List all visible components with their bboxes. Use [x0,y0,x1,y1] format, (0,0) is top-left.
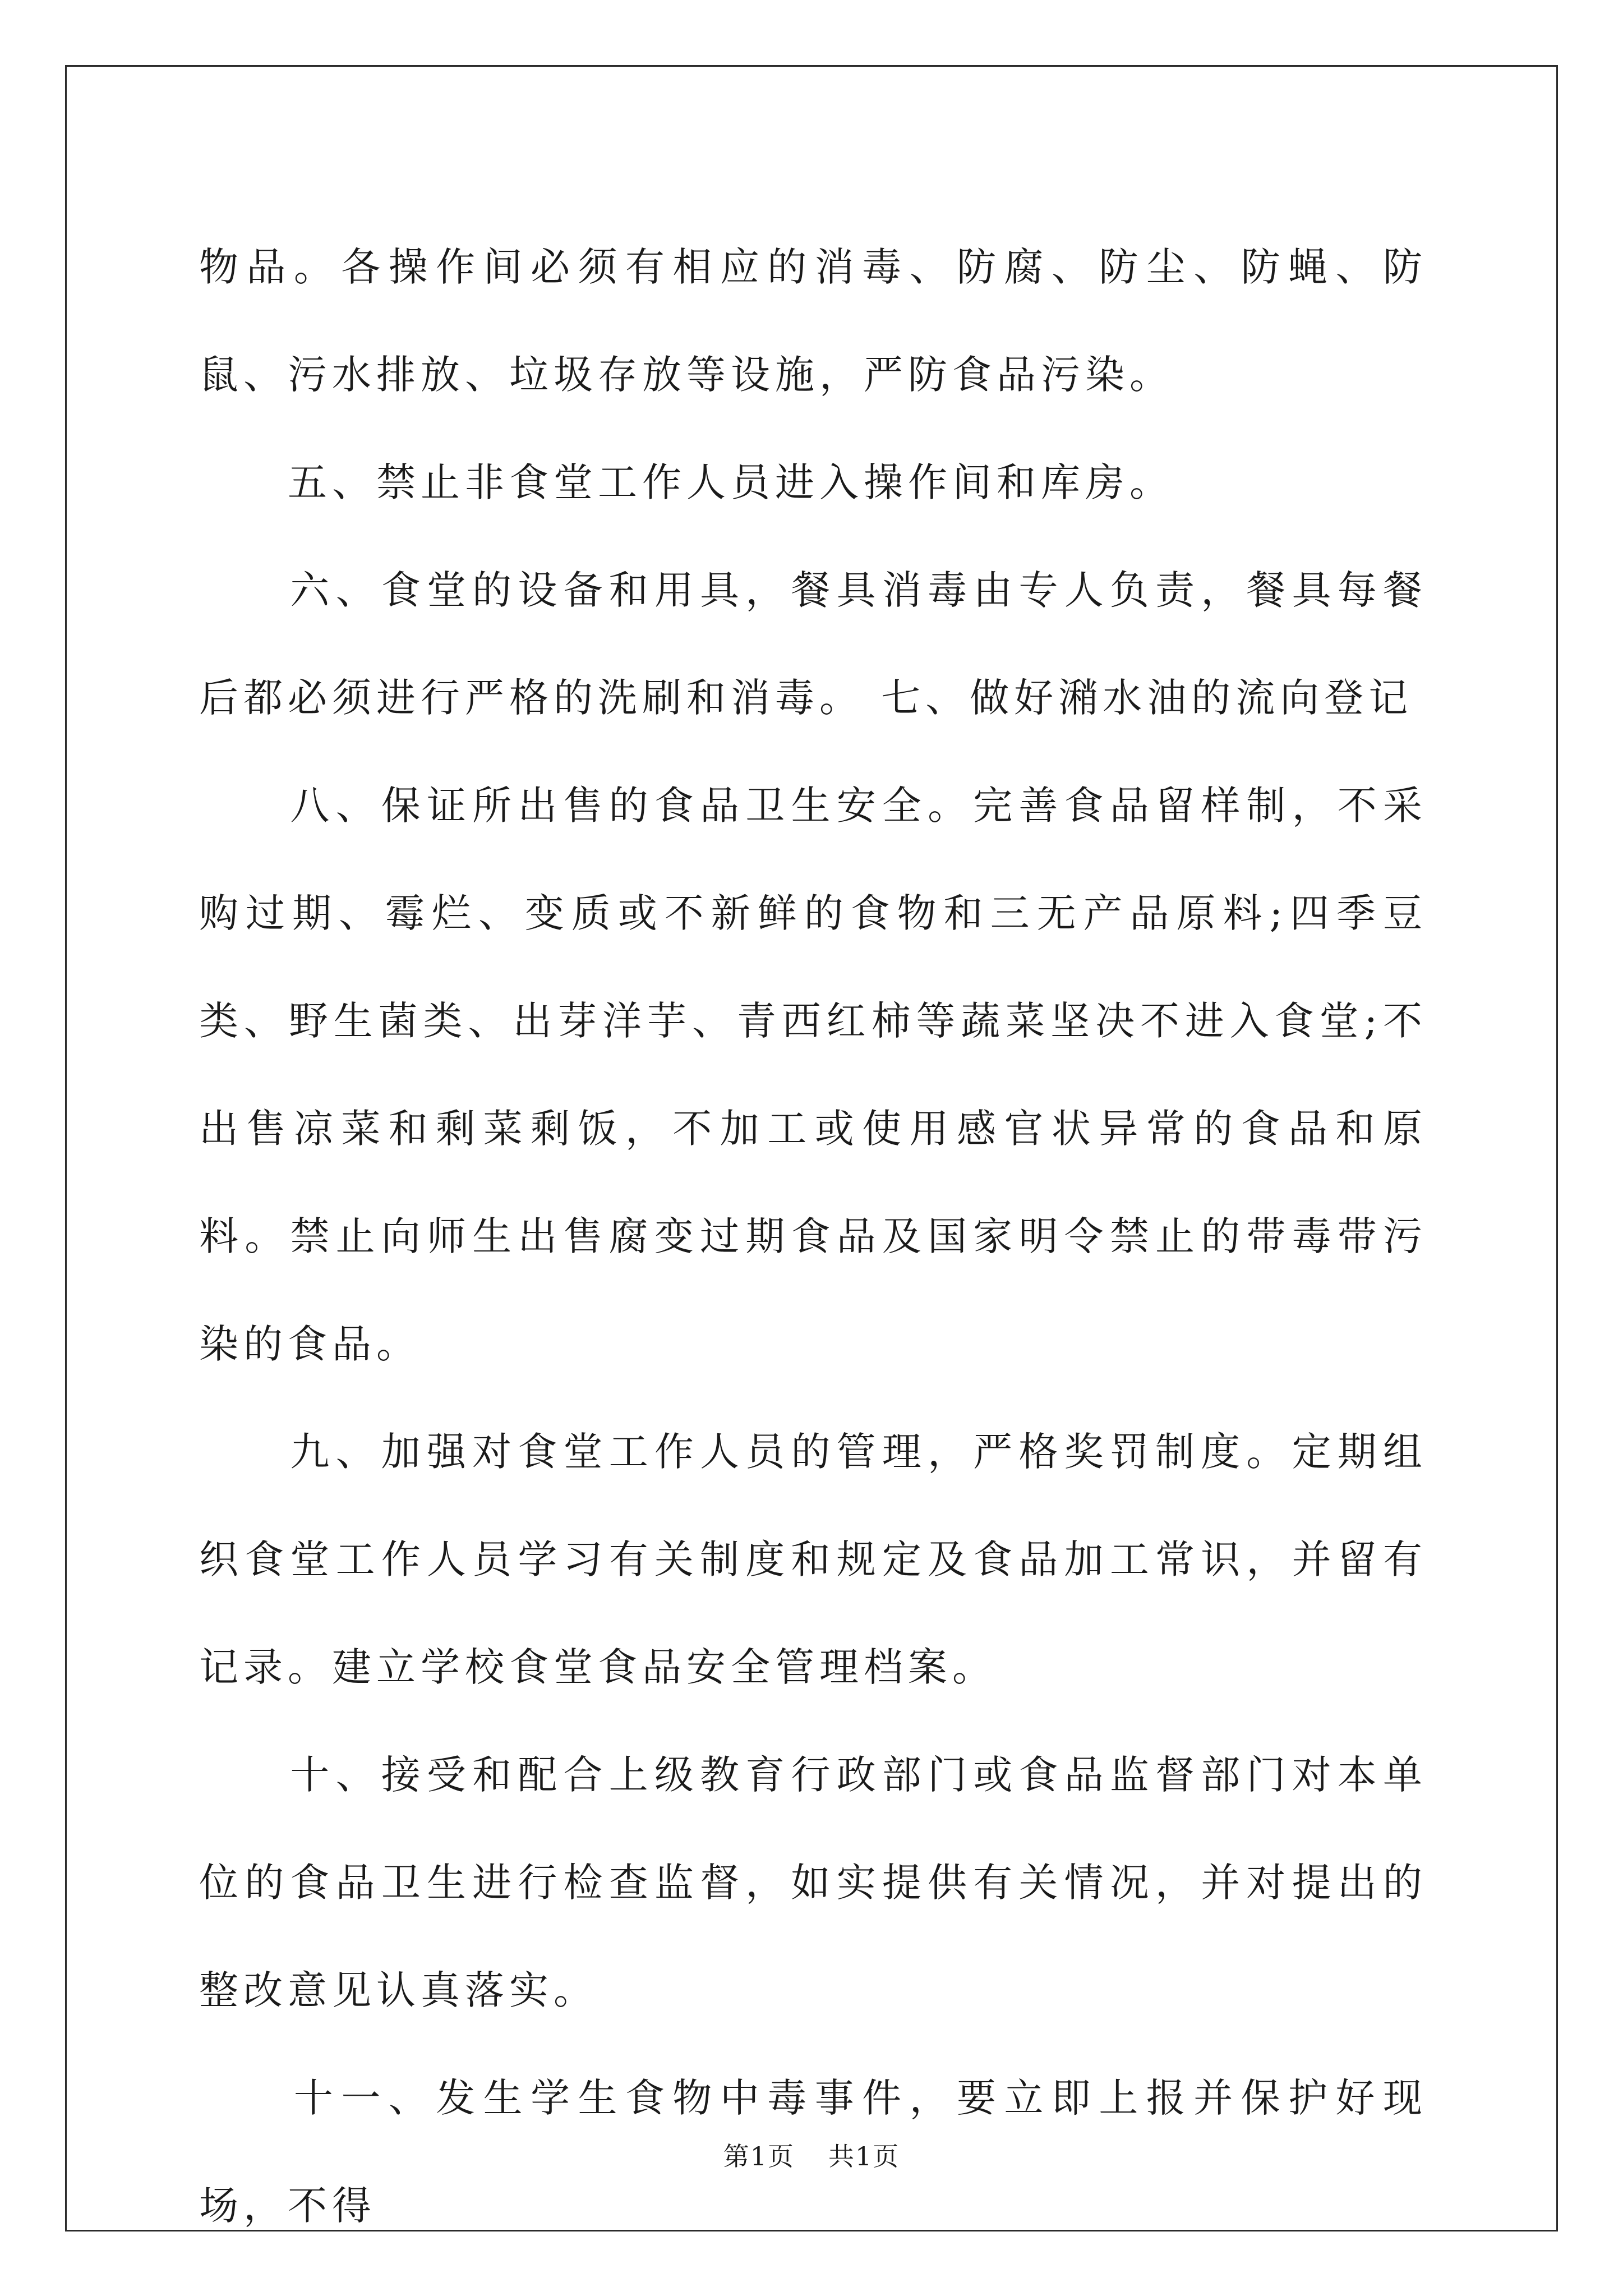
paragraph-5: 九、加强对食堂工作人员的管理，严格奖罚制度。定期组织食堂工作人员学习有关制度和规定及食品加工常识，并留有记录。建立学校食堂食品安全管理档案。 [199,1429,1427,1690]
paragraph-1: 物品。各操作间必须有相应的消毒、防腐、防尘、防蝇、防鼠、污水排放、垃圾存放等设施，严防食品污染。 [199,244,1427,398]
paragraph-2: 五、禁止非食堂工作人员进入操作间和库房。 [199,459,1174,505]
page-number: 第1页 [723,2141,795,2171]
paragraph-6: 十、接受和配合上级教育行政部门或食品监督部门对本单位的食品卫生进行检查监督，如实提供有关情况，并对提出的整改意见认真落实。 [199,1752,1427,2013]
paragraph-3: 六、食堂的设备和用具，餐具消毒由专人负责，餐具每餐后都必须进行严格的洗刷和消毒。 七、做好潲水油的流向登记 [199,567,1427,721]
paragraph-4: 八、保证所出售的食品卫生安全。完善食品留样制，不采购过期、霉烂、变质或不新鲜的食物和三无产品原料;四季豆类、野生菌类、出芽洋芋、青西红柿等蔬菜坚决不进入食堂;不出售凉菜和剩菜剩饭，不加工或使用感官状异常的食品和原料。禁止向师生出售腐变过期食品及国家明令禁止的带毒带污染的食品。 [199,783,1427,1367]
paragraph-7: 十一、发生学生食物中毒事件，要立即上报并保护好现场，不得 [199,2075,1427,2229]
page-total: 共1页 [828,2141,900,2171]
document-body [199,213,1427,2260]
page-footer [0,2136,1623,2173]
